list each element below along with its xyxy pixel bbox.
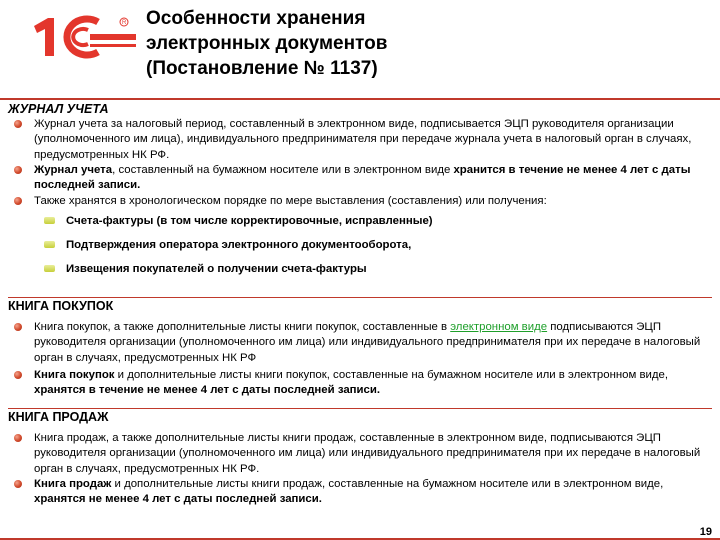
title-line-1: Особенности хранения [146, 8, 366, 29]
journal-item-1: Журнал учета за налоговый период, составленный в электронном виде, подписывается ЭЦП руководителя организации (уполномоченного им лица), индивидуального предпринимателя при передаче журнала учета в налоговый орган в случаях, предусмотренных НК РФ. [34, 117, 714, 163]
title-line-2: электронных документов [146, 33, 388, 54]
section-divider [8, 297, 712, 298]
bullet-icon [14, 371, 22, 379]
bullet-icon [14, 323, 22, 331]
journal-item-2: Журнал учета, составленный на бумажном носителе или в электронном виде хранится в течение не менее 4 лет с даты последней записи. [34, 163, 714, 194]
slide-content [8, 100, 714, 520]
sales-item-2: Книга продаж и дополнительные листы книги продаж, составленные на бумажном носителе или в электронном виде, хранятся не менее 4 лет с даты последней записи. [34, 477, 714, 508]
sales-item-1: Книга продаж, а также дополнительные листы книги продаж, составленные в электронном виде, подписываются ЭЦП руководителя организации (уполномоченного им лица) или индивидуального предпринимателя при их передаче в налоговый орган в случаях, предусмотренных НК РФ. [34, 431, 714, 477]
section-title-journal: ЖУРНАЛ УЧЕТА [8, 102, 109, 116]
sub-bullet-icon [44, 217, 55, 224]
electronic-form-link[interactable]: электронном виде [450, 321, 548, 333]
bullet-icon [14, 197, 22, 205]
bullet-icon [14, 166, 22, 174]
journal-subitem-1: Счета-фактуры (в том числе корректировочные, исправленные) [66, 214, 706, 229]
sub-bullet-icon [44, 241, 55, 248]
section-divider [8, 408, 712, 409]
1c-logo [28, 12, 146, 60]
bullet-icon [14, 480, 22, 488]
journal-subitem-3: Извещения покупателей о получении счета-фактуры [66, 262, 706, 277]
section-title-sales: КНИГА ПРОДАЖ [8, 410, 109, 424]
section-title-purchases: КНИГА ПОКУПОК [8, 299, 114, 313]
page-number: 19 [699, 526, 712, 538]
slide-header [0, 0, 720, 100]
purchases-item-1: Книга покупок, а также дополнительные листы книги покупок, составленные в электронном виде подписываются ЭЦП руководителя организации (уполномоченного им лица) или индивидуального предпринимателя при их передаче в налоговый орган в случаях, предусмотренных НК РФ [34, 320, 714, 366]
purchases-item-2: Книга покупок и дополнительные листы книги покупок, составленные на бумажном носителе или в электронном виде, хранятся в течение не менее 4 лет с даты последней записи. [34, 368, 714, 399]
svg-text:R: R [122, 20, 127, 26]
journal-item-3: Также хранятся в хронологическом порядке по мере выставления (составления) или получения: [34, 194, 714, 209]
page-title [146, 6, 387, 81]
bullet-icon [14, 434, 22, 442]
bullet-icon [14, 120, 22, 128]
title-line-3: (Постановление № 1137) [146, 58, 378, 79]
sub-bullet-icon [44, 265, 55, 272]
journal-subitem-2: Подтверждения оператора электронного документооборота, [66, 238, 706, 253]
